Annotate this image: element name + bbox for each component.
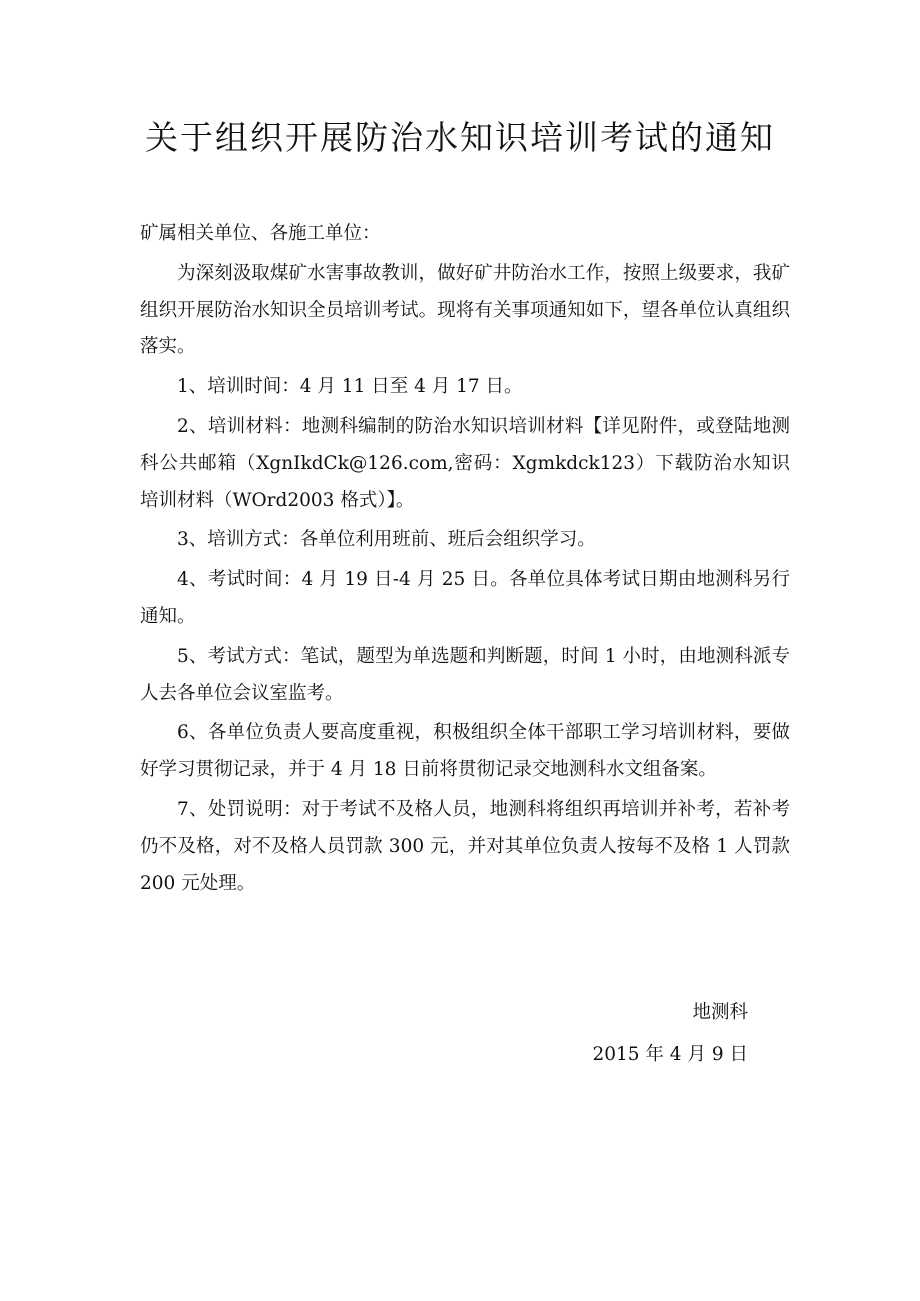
signature-department: 地测科: [692, 1002, 748, 1023]
item-responsibility: 6、各单位负责人要高度重视，积极组织全体干部职工学习培训材料，要做好学习贯彻记录，并于 4 月 18 日前将贯彻记录交地测科水文组备案。: [140, 722, 790, 781]
document-body: [140, 216, 790, 905]
document-title: 关于组织开展防治水知识培训考试的通知: [145, 118, 775, 157]
item-training-materials: 2、培训材料：地测科编制的防治水知识培训材料【详见附件，或登陆地测科公共邮箱（XgnIkdCk@126.com,密码：Xgmkdck123）下载防治水知识培训材料（WOrd2003 格式）】。: [140, 415, 790, 511]
signature-date: 2015 年 4 月 9 日: [592, 1044, 748, 1065]
item-exam-method: 5、考试方式：笔试，题型为单选题和判断题，时间 1 小时，由地测科派专人去各单位会议室监考。: [140, 645, 790, 704]
salutation: 矿属相关单位、各施工单位：: [140, 223, 381, 244]
item-exam-time: 4、考试时间：4 月 19 日-4 月 25 日。各单位具体考试日期由地测科另行通知。: [140, 569, 790, 627]
item-penalty: 7、处罚说明：对于考试不及格人员，地测科将组织再培训并补考，若补考仍不及格，对不及格人员罚款 300 元，并对其单位负责人按每不及格 1 人罚款 200 元处理。: [140, 798, 790, 894]
intro-paragraph: 为深刻汲取煤矿水害事故教训，做好矿井防治水工作，按照上级要求，我矿组织开展防治水知识全员培训考试。现将有关事项通知如下，望各单位认真组织落实。: [140, 262, 790, 358]
item-training-time: 1、培训时间：4 月 11 日至 4 月 17 日。: [177, 376, 523, 398]
item-training-method: 3、培训方式：各单位利用班前、班后会组织学习。: [177, 529, 596, 551]
